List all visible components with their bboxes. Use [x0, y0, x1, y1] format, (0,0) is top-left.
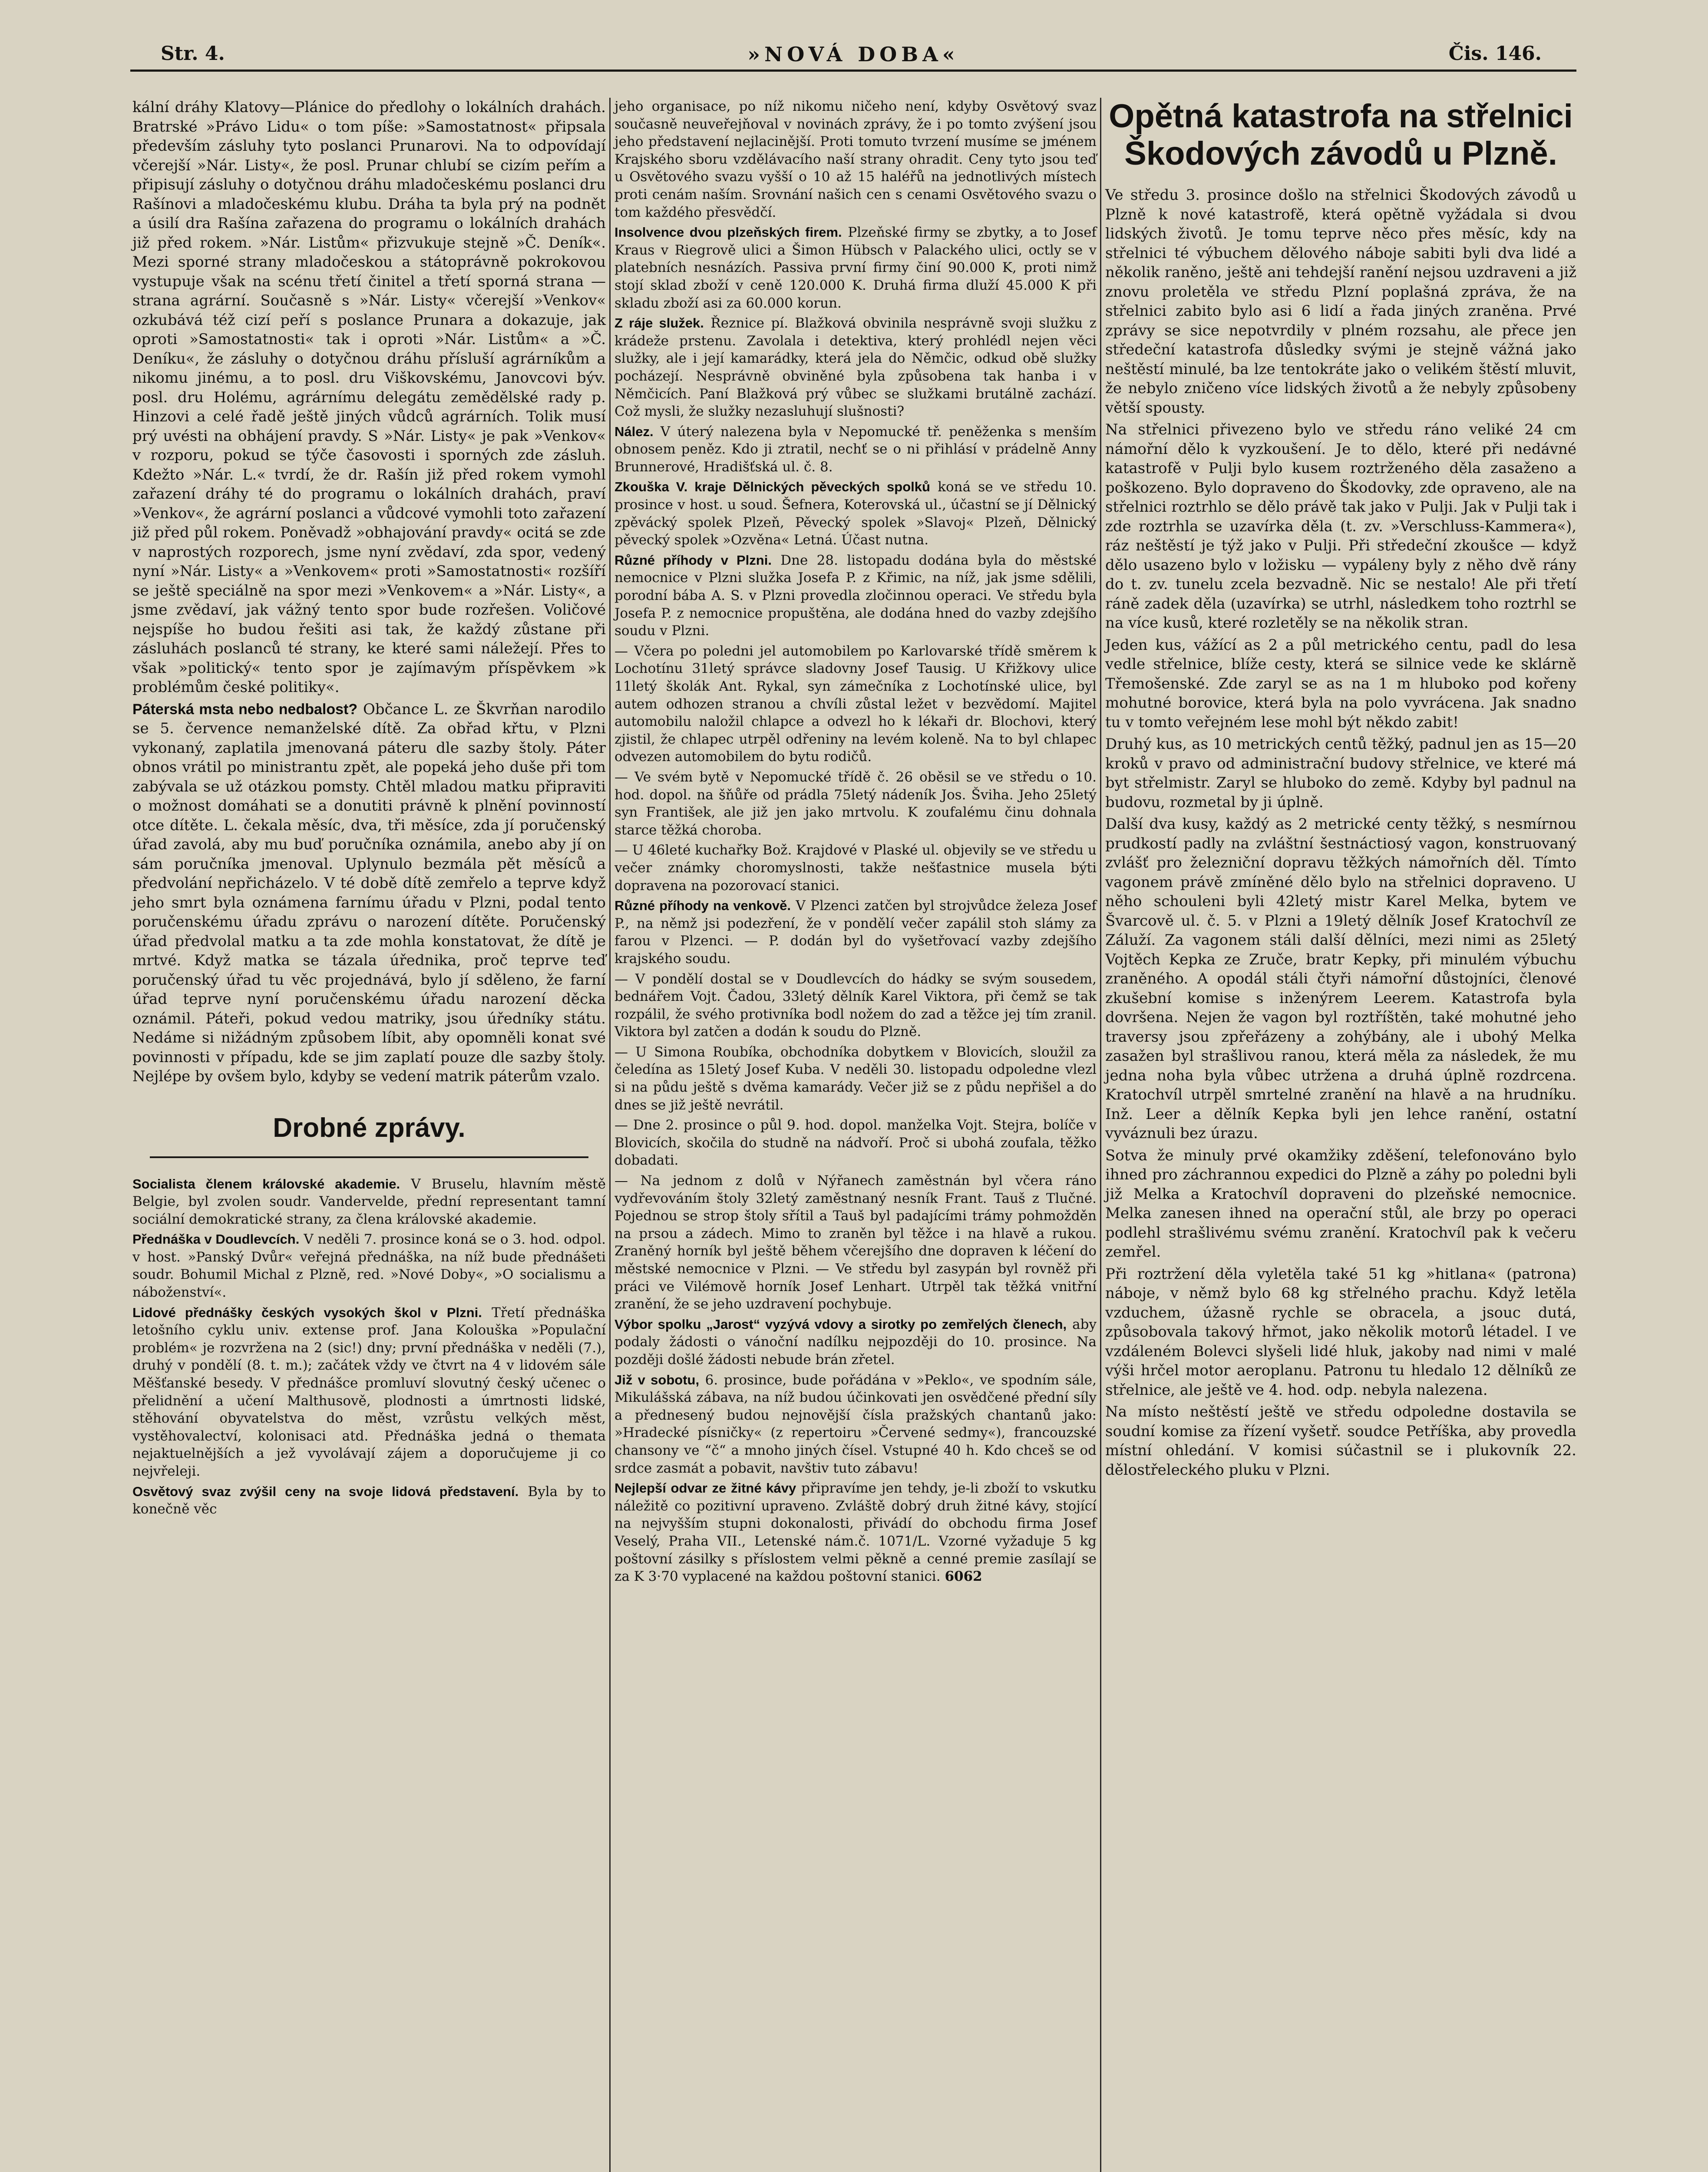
news-item: [132, 1175, 606, 1228]
news-item: [614, 897, 1097, 967]
column-1: [132, 98, 606, 1521]
ad-code: 6062: [945, 1569, 982, 1585]
column-2: [614, 98, 1097, 1588]
news-item: [132, 1304, 606, 1480]
issue-number: Čis. 146.: [1448, 43, 1542, 65]
news-title: Nález.: [614, 424, 654, 439]
news-item: jeho organisace, po níž nikomu ničeho není, kdyby Osvětový svaz současně neuveřejňoval v novinách zprávy, že i po tomto zvýšení jsou jeho představení nejlacinější. Proti tomuto tvrzení musíme se jménem Krajského sboru vzdělávacího naší strany ohradit. Ceny tyto jsou teď u Osvětového svazu vyšší o 10 až 15 haléřů na jednotlivých místech proti cenám naším. Srovnání našich cen s cenami Osvětového svazu o tom každého přesvědčí.: [614, 99, 1097, 220]
column-3: [1105, 98, 1576, 1482]
news-title: Insolvence dvou plzeňských firem.: [614, 225, 842, 240]
article-title-catastrophe: Opětná katastrofa na střelnici Škodových závodů u Plzně.: [1109, 98, 1573, 172]
paragraph: Další dva kusy, každý as 2 metrické centy těžký, s nesmírnou prudkostí padly na zvláštní šestnáctiosý vagon, konstruovaný zvlášť pro železniční dopravu těžkých námořních děl. Tímto vagonem právě zmíněné dělo bylo na střelnici dopraveno. U něho schouleni byli 42letý mistr Karel Melka, bytem ve Švarcově ul. č. 5. v Plzni a 19letý dělník Josef Kratochvíl ze Záluží. Za vagonem stáli další dělníci, mezi nimi as 25letý Vojtěch Kepka ze Zruče, bratr Kepky, při minulém výbuchu zraněného. A opodál stáli čtyři námořní důstojníci, členové zkušební komise s inženýrem Leerem. Katastrofa byla dovršena. Nejen že vagon byl roztříštěn, také mohutné jeho traversy jsou zpřeřázeny a zohýbány, ale i ubohý Melka zasažen byl strašlivou ranou, která měla za následek, že mu jedna noha byla vůbec utržena a druhá úplně rozdrcena. Kratochvíl utrpěl smrtelné zranění na hlavě a na hrudníku. Inž. Leer a dělník Kepka byli jen lehce ranění, ostatní vyváznuli bez úrazu.: [1105, 815, 1576, 1142]
news-title: Různé příhody v Plzni.: [614, 552, 772, 568]
paragraph: Ve středu 3. prosince došlo na střelnici Škodových závodů u Plzně k nové katastrofě, která opětně vyžádala si dvou lidských životů. Je tomu teprve něco přes měsíc, kdy na střelnici té výbuchem dělového náboje sabiti byli dva lidé a několik raněno, ještě ani tehdejší ranění nejsou uzdraveni a již znovu proletěla ve středu Plzní poplašná zpráva, že na střelnici zabito bylo asi 6 lidí a řada jiných zraněna. Prvé zprávy se sice nepotvrdily v plném rozsahu, ale přece jen středeční katastrofa důsledky svými je stejně vážná jako neštěstí minulé, ba lze tentokráte jako o velikém štěstí mluvit, že nebylo zničeno více lidských životů a že nebyly způsobeny větší spousty.: [1105, 186, 1576, 417]
section-divider: [150, 1156, 588, 1158]
news-item: [614, 315, 1097, 420]
news-item: [614, 478, 1097, 549]
paragraph: Druhý kus, as 10 metrických centů těžký, padnul jen as 15—20 kroků v pravo od administrační budovy střelnice, ve které má byt střelmistr. Zaryl se hluboko do země. Kdyby byl padnul na budovu, rozmetal by ji úplně.: [1105, 735, 1576, 811]
article-local-railway: kální dráhy Klatovy—Plánice do předlohy o lokálních drahách. Bratrské »Právo Lidu« o tom píše: »Samostatnost« připsala především zásluhy tyto poslanci Prunarovi. Na to odpovídají včerejší »Nár. Listy«, že posl. Prunar chlubí se cizím peřím a připisují zásluhy o dotyčnou dráhu mladočeskému poslanci dru Rašínovi a mladočeskému klubu. Dráha ta byla prý na podnět a úsilí dra Rašína zařazena do programu o lokálních drahách již před rokem. »Nár. Listům« přizvukuje stejně »Č. Deník«. Mezi sporné strany mladočeskou a státoprávně pokrokovou vystupuje však na scénu třetí činitel a třetí sporná strana — strana agrární. Současně s »Nár. Listy« včerejší »Venkov« ozkubává též cizí peří s poslance Prunara a dokazuje, jak oproti »Samostatnosti« tak i oproti »Nár. Listům« a »Č. Deníku«, že zásluhy o dotyčnou dráhu přísluší agrárníkům a nikomu jinému, a to posl. dru Viškovskému, Janovcovi býv. posl. dru Holému, agrárnímu delegátu zemědělské rady p. Hinzovi a celé řadě ještě jiných vůdců agrárních. Tolik musí prý uvésti na obhájení pravdy. S »Nár. Listy« je pak »Venkov« v rozporu, pokud se týče časovosti i sporných zde zásluh. Kdežto »Nár. L.« tvrdí, že dr. Rašín již před rokem vymohl zařazení dráhy té do programu o lokálních drahách, praví »Venkov«, že agrární poslanci a vůdcové vymohli toto zařazení již před půl rokem. Poněvadž »obhajování pravdy« ocitá se zde v naprostých rozporech, jsme nyní zvědaví, zda spor, vedený nyní »Nár. Listy« a »Venkovem« proti »Samostatnosti« rozšíří se ještě speciálně na spor mezi »Venkovem« a »Nár. Listy«, a jsme zvědaví, jak vážný tento spor bude rozřešen. Voličové nejspíše ho budou řešiti asi tak, že každý zůstane při zásluhách poslanců té strany, ke které sami náležejí. Přes to však »politický« tento spor je zajímavým příspěvkem »k problémům české politiky«.: [132, 99, 606, 696]
news-body: Řeznice pí. Blažková obvinila nesprávně svoji služku z krádeže prstenu. Zavolala i detektiva, který prohlédl nejen věci služky, ale i její kamarádky, která jela do Němčic, odkud obě služky pocházejí. Nesprávně obviněné byla způsobena tak hanba i v Němčicích. Paní Blažková prý vůbec se služkami brutálně zachází. Což mysli, že služky nezasluhují slušnosti?: [614, 315, 1097, 420]
paragraph: Při roztržení děla vyletěla také 51 kg »hitlana« (patrona) náboje, v němž bylo 68 kg střelného prachu. Když letěla vzduchem, úžasně rychle se obracela, a jsouc dutá, způsobovala takový hřmot, jako několik motorů létadel. I ve vzdáleném Bolevci slyšeli lidé hluk, jakoby nad nimi v malé výši hrčel motor aeroplanu. Patronu tu hledalo 12 dělníků ze střelnice, ale ještě ve 4. hod. odp. nebyla nalezena.: [1105, 1265, 1576, 1399]
news-title: Přednáška v Doudlevcích.: [132, 1232, 300, 1247]
news-item: [132, 1483, 606, 1518]
news-item: — Na jednom z dolů v Nýřanech zaměstnán byl včera ráno vydřevováním štoly 32letý zaměstnaný nesník Frant. Tauš z Tlučné. Pojednou se strop štoly sřítil a Tauš byl padajícími trámy pohmožděn na prsou a zádech. Mimo to zraněn byl těžce i na hlavě a rukou. Zraněný horník byl ještě během včerejšího dne dopraven k léčení do městské nemocnice v Plzni. — Ve středu byl zasypán byl rovněž při práci ve Vilémově horník Josef Lenhart. Utrpěl tak těžká vnitřní zranění, že se jeho uzdravení pochybuje.: [614, 1173, 1097, 1312]
news-item: [132, 1231, 606, 1301]
news-title: Osvětový svaz zvýšil ceny na svoje lidová představení.: [132, 1483, 519, 1499]
news-title: Výbor spolku „Jarost“ vyzývá vdovy a sirotky po zemřelých členech,: [614, 1316, 1067, 1332]
news-body: koná se ve středu 10. prosince v host. u soud. Šefnera, Koterovská ul., účastní se jí Dělnický zpěvácký spolek Plzeň, Pěvecký spolek »Slavoj« Plzeň, Dělnický pěvecký spolek »Ozvěna« Letná. Účast nutna.: [614, 479, 1097, 548]
news-body: 6. prosince, bude pořádána v »Peklo«, ve spodním sále, Mikulášská zábava, na níž budou účinkovati jen osvědčené přední síly a přednesený budou nejnovější čísla pražských chantanů jako: »Hradecké písničky« (z repertoiru »Červené sedmy«), francouzské chansony ve “č“ a mnoho jiných čísel. Vstupné 40 h. Kdo chceš se od srdce zasmát a pobavit, navštiv tuto zábavu!: [614, 1372, 1097, 1476]
news-title: Zkouška V. kraje Dělnických pěveckých spolků: [614, 479, 930, 495]
masthead: »NOVÁ DOBA«: [747, 43, 959, 66]
news-body: V Bruselu, hlavním městě Belgie, byl zvolen soudr. Vandervelde, přední representant tamní sociální demokratické strany, za člena královské akademie.: [132, 1176, 606, 1227]
section-title-short-news: Drobné zprávy.: [273, 1112, 466, 1143]
column-rule-1: [609, 98, 611, 2172]
news-body: Plzeňské firmy se zbytky, a to Josef Kraus v Riegrově ulici a Šimon Hübsch v Palackého ulici, octly se v platebních nesnázích. Passiva první firmy činí 90.000 K, proti nimž stojí sklad zboží v ceně 120.000 K. Druhá firma dluží 45.000 K při skladu zboží asi za 60.000 korun.: [614, 225, 1097, 311]
news-item: — Ve svém bytě v Nepomucké třídě č. 26 oběsil se ve středu o 10. hod. dopol. na šňůře od prádla 75letý nádeník Jos. Šviha. Jeho 25letý syn František, ale již jen jako mrtvolu. K zoufalému činu dohnala starce těžká choroba.: [614, 769, 1097, 838]
page-number: Str. 4.: [161, 43, 225, 65]
paragraph: Na místo neštěstí ještě ve středu odpoledne dostavila se soudní komise za řízení vyšetř. soudce Petříška, aby provedla místní ohledání. V komisi súčastnil se i plukovník 22. dělostřeleckého pluku v Plzni.: [1105, 1403, 1576, 1479]
news-item: [614, 423, 1097, 476]
article-title: Páterská msta nebo nedbalost?: [132, 701, 358, 718]
news-title: Nejlepší odvar ze žitné kávy: [614, 1480, 796, 1496]
news-body: V úterý nalezena byla v Nepomucké tř. peněženka s menším obnosem peněz. Kdo ji ztratil, nechť se o ni přihlásí v prádelně Anny Brunnerové, Hradišťská ul. č. 8.: [614, 424, 1097, 475]
news-title: Z ráje služek.: [614, 315, 704, 331]
news-title: Různé příhody na venkově.: [614, 898, 791, 914]
news-body: aby podaly žádosti o vánoční nadílku nejpozději do 10. prosince. Na později došlé žádosti nebude brán zřetel.: [614, 1316, 1097, 1367]
news-body: V Plzenci zatčen byl strojvůdce železa Josef P., na němž jsi podezření, že v pondělí večer zapálil stoh slámy za farou v Plzenci. — P. dodán byl do vyšetřovací vazby zdejšího krajského soudu.: [614, 898, 1097, 967]
page-header: [130, 39, 1576, 72]
news-body: připravíme jen tehdy, je-li zboží to vskutku náležitě co pozitivní upraveno. Zvláště dobrý druh žitné kávy, stojící na nejvyšším stupni dokonalosti, přivádí do obchodu firma Josef Veselý, Praha VII., Letenské nám.č. 1071/L. Vzorné vyžaduje 5 kg poštovní zásilky s příslostem velmi pěkně a cenné premie zasílají se za K 3·70 vyplacené na každou poštovní stanici.: [614, 1480, 1097, 1585]
news-item: [614, 224, 1097, 312]
news-item: — Dne 2. prosince o půl 9. hod. dopol. manželka Vojt. Stejra, bolíče v Blovicích, skočila do studně na nádvoří. Proč si ubohá zoufala, těžko dobadati.: [614, 1117, 1097, 1169]
paragraph: Sotva že minuly prvé okamžiky zděšení, telefonováno bylo ihned pro záchrannou expedici do Plzně a záhy po poledni byli již Melka a Kratochvíl dopraveni do plzeňské nemocnice. Melka zanesen ihned na operační stůl, ale brzy po operaci podlehl strašlivému svému zranění. Kratochvíl pak k večeru zemřel.: [1105, 1146, 1576, 1261]
news-item: [614, 552, 1097, 640]
news-item: — U 46leté kuchařky Bož. Krajdové v Plaské ul. objevily se ve středu u večer známky choromyslnosti, takže nešťastnice musela býti dopravena na pozorovací stanici.: [614, 842, 1097, 894]
news-body: Dne 28. listopadu dodána byla do městské nemocnice v Plzni služka Josefa P. z Křimic, na níž, jak jsme sdělili, porodní bába A. S. v Plzni provedla zločinnou operaci. Ve středu byla Josefa P. z nemocnice propuštěna, ale dodána hned do vazby zdejšího soudu v Plzni.: [614, 552, 1097, 639]
news-item: — V pondělí dostal se v Doudlevcích do hádky se svým sousedem, bednářem Vojt. Čadou, 33letý dělník Karel Viktora, při čemž se tak rozpálil, že svého protivníka bodl nožem do zad a těžce jej tím zranil. Viktora byl zatčen a dodán k soudu do Plzně.: [614, 971, 1097, 1040]
news-item: [614, 1480, 1097, 1586]
column-rule-2: [1100, 98, 1101, 2172]
news-item: — Včera po poledni jel automobilem po Karlovarské třídě směrem k Lochotínu 31letý správce sladovny Josef Tausig. U Křižkovy ulice 11letý školák Ant. Rykal, syn zámečníka z Lochotínské ulice, byl autem odhozen stranou a chvíli zůstal ležet v bezvědomí. Majitel automobilu naložil chlapce a odvezl ho k lékaři dr. Blochovi, který zjistil, že chlapec utrpěl odřeniny na levém koleně. Na to byl chlapec odvezen automobilem do bytu rodičů.: [614, 643, 1097, 765]
news-title: Lidové přednášky českých vysokých škol v Plzni.: [132, 1305, 482, 1320]
news-body: Byla by to konečně věc: [132, 1483, 606, 1517]
news-item: [614, 1371, 1097, 1477]
paragraph: Na střelnici přivezeno bylo ve středu ráno veliké 24 cm námořní dělo k vyzkoušení. Je to dělo, které při nedávné katastrofě v Pulji bylo kusem roztrženého děla zasaženo a poškozeno. Bylo dopraveno do Škodovky, zde opraveno, ale na střelnici roztrhlo se dělo právě tak jako v Pulji. Jak v Pulji tak i zde roztrhla se uzavírka děla (t. zv. »Verschluss-Kammera«), ráz neštěstí je týž jako v Pulji. Při středeční zkoušce — když dělo usazeno bylo v ložisku — vypáleny byly z něho dvě rány do t. zv. tunelu zcela bezvadně. Nic se nestalo! Ale při třetí ráně zadek děla (uzavírka) se utrhl, následkem toho roztrhl se na více kusů, které rozletěly se na několik stran.: [1105, 421, 1576, 632]
article-priest-revenge: [132, 700, 606, 1086]
news-title: Již v sobotu,: [614, 1372, 700, 1387]
article-body: Občance L. ze Škvrňan narodilo se 5. července nemanželské dítě. Za obřad křtu, v Plzni vykonaný, zaplatila jmenovaná páteru dle sazby štoly. Páter obnos vrátil po ministrantu zpět, ale popeká jeho duše při tom zabývala se už otázkou pomsty. Chtěl mladou matku připraviti o možnost domáhati se a donutiti právně k plnění povinností otce dítěte. L. čekala měsíc, dva, tři měsíce, zda jí poručenský úřad zavolá, aby mu buď poručníka oznámila, anebo aby jí on sám poručníka jmenoval. Uplynulo bezmála pět měsíců a předvolání nepřicházelo. V té době dítě zemřelo a teprve když jeho smrt byla oznámena farnímu úřadu v Plzni, podal tento poručenskému úřadu zprávu o narození dítěte. Poručenský úřad předvolal matku a ta zde mohla konstatovat, že dítě je mrtvé. Když matka se tázala úřednika, proč teprve teď poručenský úřad tu věc projednává, bylo jí sděleno, že farní úřad teprve nyní poručenskému úřadu narození děcka oznámil. Páteři, pokud vedou matriky, jsou úředníky státu. Nedáme si nižádným způsobem líbit, aby opomněli konat své povinnosti v případu, kde se jim zaplatí pouze dle sazby štoly. Nejlépe by ovšem bylo, kdyby se vedení matrik páterům vzalo.: [132, 700, 606, 1085]
paragraph: Jeden kus, vážící as 2 a půl metrického centu, padl do lesa vedle střelnice, blíže cesty, která se silnice vede ke sklárně Třemošenské. Zde zaryl se as na 1 m hluboko pod kořeny mohutné borovice, která byla na polo vyvrácena. Jak snadno tu v tomto veřejném lese mohl být někdo zabit!: [1105, 636, 1576, 731]
news-body: V neděli 7. prosince koná se o 3. hod. odpol. v host. »Panský Dvůr« veřejná přednáška, na níž bude přednášeti soudr. Bohumil Michal z Plzně, red. »Nové Doby«, »O socialismu a náboženství«.: [132, 1232, 606, 1301]
news-item: [614, 1316, 1097, 1369]
news-title: Socialista členem královské akademie.: [132, 1176, 400, 1192]
news-body: Třetí přednáška letošního cyklu univ. extense prof. Jana Kolouška »Populační problém« je rozvržena na 2 (sic!) dny; první přednáška v neděli (7.), druhý v pondělí (8. t. m.); začátek vždy ve čtvrt na 4 v lidovém sále Měšťanské besedy. V přednášce promluví slovutný český učenec o přelidnění a učení Malthusově, plodnosti a úmrtnosti lidské, stěhování obyvatelstva do měst, vzrůstu velkých měst, vystěhovalectví, kolonisaci atd. Přednáška jedná o themata nejaktuelnějších a jež vyvolávají zájem a doporučujeme ji co nejvřeleji.: [132, 1305, 606, 1479]
news-item: — U Simona Roubíka, obchodníka dobytkem v Blovicích, sloužil za čeledína as 15letý Josef Kuba. V neděli 30. listopadu odpoledne vlezl si na půdu ještě s dvěma kamarády. Večer již se z půdu nepřišel a do dnes se již ještě nevrátil.: [614, 1044, 1097, 1113]
